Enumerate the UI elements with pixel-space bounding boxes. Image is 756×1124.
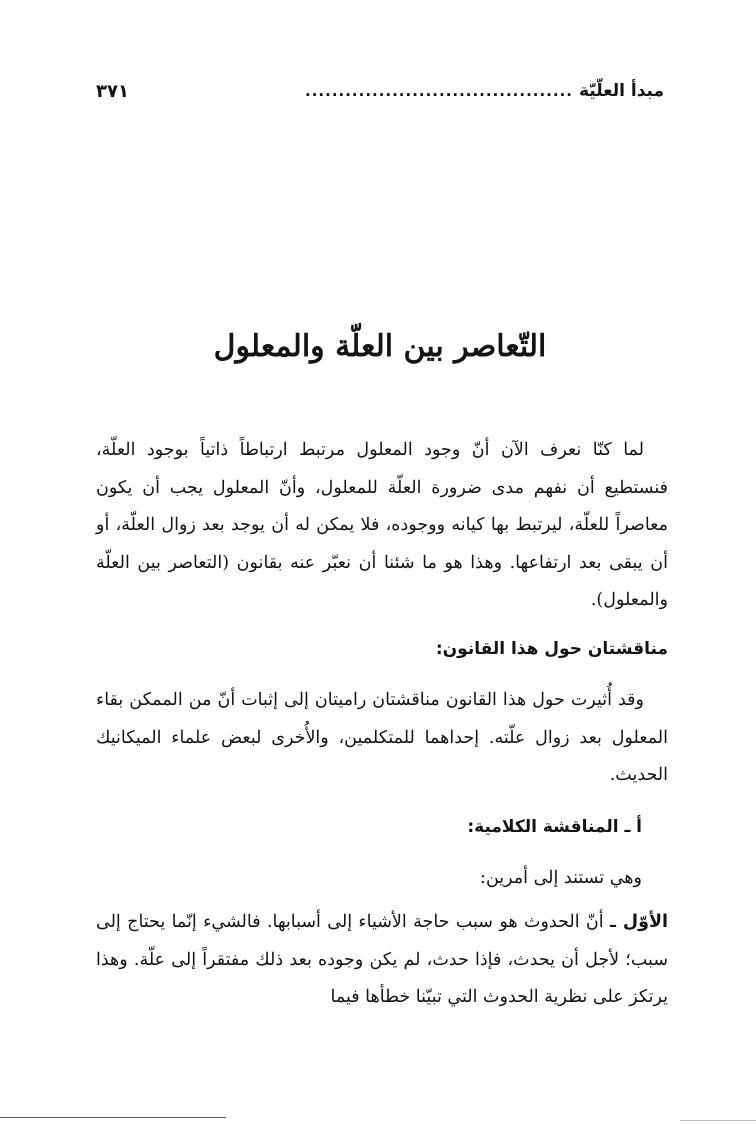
footer-rule-right [680, 1120, 756, 1121]
footer-rule [0, 1117, 226, 1118]
first-point-lead: الأوّل ـ [610, 912, 668, 932]
first-point-paragraph [96, 904, 668, 1017]
page-number: ٣٧١ [96, 80, 129, 102]
raised-paragraph: وقد أُثيرت حول هذا القانون مناقشتان راميتان إلى إثبات أنّ من الممكن بقاء المعلول بعد زوال علّته. إحداهما للمتكلمين، والأُخرى لبعض علماء الميكانيك الحديث. [96, 690, 668, 785]
section-heading-discussions: مناقشتان حول هذا القانون: [435, 639, 668, 659]
support-line: وهي تستند إلى أمرين: [480, 868, 642, 888]
first-point-text: أنّ الحدوث هو سبب حاجة الأشياء إلى أسبابها. فالشيء إنّما يحتاج إلى سبب؛ لأجل أن يحدث، فإذا حدث، لم يكن وجوده بعد ذلك مفتقراً إلى علّة. وهذا يرتكز على نظرية الحدوث التي تبيّنا خطأها فيما [96, 912, 668, 1007]
chapter-title: التّعاصر بين العلّة والمعلول [213, 329, 547, 364]
intro-paragraph [96, 432, 668, 620]
intro-paragraph-text: لما كنّا نعرف الآن أنّ وجود المعلول مرتبط ارتباطاً ذاتياً بوجود العلّة، فنستطيع أن نفهم مدى ضرورة العلّة للمعلول، وأنّ المعلول يجب أن يكون معاصراً للعلّة، ليرتبط بها كيانه ووجوده، فلا يمكن له أن يوجد بعد زوال العلّة، أو أن يبقى بعد ارتفاعها. وهذا هو ما شئنا أن نعبّر عنه بقانون (التعاصر بين العلّة والمعلول). [96, 440, 668, 610]
header-title: مبدأ العلّيّة [578, 81, 664, 101]
header-leader-dots: ........................................ [305, 83, 573, 99]
subheading-kalam-discussion: أ ـ المناقشة الكلامية: [467, 817, 642, 837]
running-header [96, 76, 664, 106]
